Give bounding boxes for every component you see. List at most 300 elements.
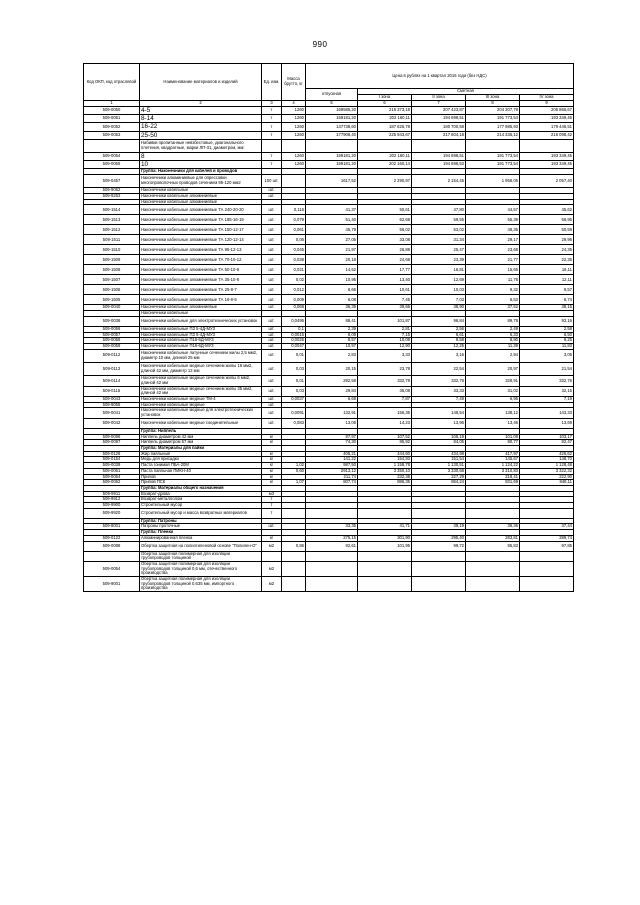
cell-zone-2: 23,39 (412, 255, 466, 265)
cell-zone-3: 2,49 (466, 326, 520, 332)
cell-zone-2 (412, 551, 466, 561)
cell-zone-1: 7,87 (358, 397, 412, 403)
cell-mass: 0,068 (282, 305, 306, 311)
cell-zone-2: 96,84 (412, 316, 466, 326)
cell-release-price: 292,58 (306, 376, 358, 386)
cell-zone-1 (358, 139, 412, 152)
cell-unit: шт. (262, 225, 282, 235)
cell-zone-3: 191 773,54 (466, 115, 520, 123)
table-row (84, 362, 574, 375)
page-number: 990 (312, 40, 328, 49)
cell-zone-4: 37,44 (520, 524, 574, 530)
cell-code: 509-9920 (84, 508, 140, 518)
cell-zone-3: 21,77 (466, 255, 520, 265)
cell-zone-3: 36,36 (466, 524, 520, 530)
cell-release-price: 169585,20 (306, 107, 358, 115)
cell-zone-2: 13,96 (412, 418, 466, 428)
cell-mass: 0,021 (282, 265, 306, 275)
cell-zone-1: 215 373,18 (358, 107, 412, 115)
table-row (84, 508, 574, 518)
table-row (84, 225, 574, 235)
cell-release-price: 6,09 (306, 332, 358, 338)
cell-zone-1: 62,68 (358, 215, 412, 225)
cell-zone-4: 24,35 (520, 245, 574, 255)
cell-zone-4: 289,74 (520, 535, 574, 541)
cell-code: 509-0114 (84, 376, 140, 386)
cell-unit: шт. (262, 408, 282, 418)
cell-zone-2: 59,55 (412, 215, 466, 225)
cell-release-price: 2913,12 (306, 468, 358, 474)
cell-code: 509-0038 (84, 316, 140, 326)
cell-zone-2: 53,02 (412, 225, 466, 235)
cell-release-price: 87,97 (306, 434, 358, 440)
cell-release-price (306, 577, 358, 592)
cell-zone-4: 148,70 (520, 457, 574, 463)
cell-release-price: 132,91 (306, 408, 358, 418)
cell-release-price: 20,15 (306, 362, 358, 375)
cell-zone-1: 10,61 (358, 285, 412, 295)
cell-name: Наконечники кабельные медные ТМ-4 (140, 397, 262, 403)
cell-zone-4: 193 349,45 (520, 152, 574, 160)
cell-name: Наконечники алюминиевые для опрессовки многопроволочных проводов сечением 95-120 мм2 (140, 175, 262, 188)
cell-release-price (306, 139, 358, 152)
cell-unit: шт. (262, 386, 282, 396)
column-number: 6 (358, 101, 412, 107)
cell-code: 509-9911 (84, 491, 140, 497)
cell-release-price: 1617,52 (306, 175, 358, 188)
cell-zone-1: 1 158,78 (358, 463, 412, 469)
cell-name: Наконечники кабельные алюминиевые ТА 240-20-20 (140, 205, 262, 215)
cell-mass: 0,079 (282, 215, 306, 225)
cell-zone-3: 1 958,05 (466, 175, 520, 188)
cell-zone-1: 35,08 (358, 386, 412, 396)
cell-unit: шт. (262, 349, 282, 362)
cell-name: 16-22 (140, 123, 262, 131)
cell-zone-1: 12,90 (358, 343, 412, 349)
table-row (84, 386, 574, 396)
cell-zone-2 (412, 508, 466, 518)
cell-code: 509-0058 (84, 338, 140, 344)
cell-code: 509-0088 (84, 541, 140, 551)
cell-zone-4: 38,15 (520, 305, 574, 311)
cell-zone-2: 332,76 (412, 376, 466, 386)
cell-code: 509-9253 (84, 194, 140, 200)
cell-zone-3: 1 124,22 (466, 463, 520, 469)
cell-mass: 0,03 (282, 362, 306, 375)
cell-mass: 0,061 (282, 225, 306, 235)
cell-code: 509-0457 (84, 175, 140, 188)
cell-zone-1: 101,87 (358, 316, 412, 326)
cell-name: Наконечники кабельные ПЗ 5-4Д-МУ3 (140, 326, 262, 332)
cell-zone-4: 848,11 (520, 480, 574, 486)
cell-unit: шт. (262, 275, 282, 285)
cell-zone-3: 218,41 (466, 474, 520, 480)
cell-unit: шт. (262, 194, 282, 200)
cell-zone-1: 202 160,14 (358, 161, 412, 169)
cell-name: 8-14 (140, 115, 262, 123)
cell-name: Наконечники кабельные алюминиевые ТА 120-12-14 (140, 235, 262, 245)
cell-zone-4: 82,47 (520, 440, 574, 446)
cell-name: Группа: Пленки (140, 530, 262, 536)
cell-zone-2: 434,98 (412, 451, 466, 457)
cell-mass: 1260 (282, 107, 306, 115)
cell-unit: шт. (262, 397, 282, 403)
column-number: 2 (140, 101, 262, 107)
cell-release-price: 177906,40 (306, 131, 358, 139)
cell-zone-3: 191 773,54 (466, 161, 520, 169)
cell-mass: 0,0047 (282, 343, 306, 349)
cell-unit: шт. (262, 245, 282, 255)
cell-name: Наконечники кабельные алюминиевые (140, 305, 262, 311)
cell-name: 4-5 (140, 107, 262, 115)
cell-zone-2: 12,25 (412, 343, 466, 349)
cell-mass: 0,038 (282, 255, 306, 265)
cell-zone-3: 3 310,83 (466, 468, 520, 474)
cell-code: 509-0062 (84, 480, 140, 486)
cell-mass: 0,1 (282, 326, 306, 332)
cell-zone-3: 283,81 (466, 535, 520, 541)
cell-release-price: 13,06 (306, 418, 358, 428)
cell-unit: шт. (262, 524, 282, 530)
cell-release-price: 6,08 (306, 295, 358, 305)
cell-name: Группа: Ниппель (140, 428, 262, 434)
cell-zone-1: 332,78 (358, 376, 412, 386)
cell-zone-4: 205 866,67 (520, 107, 574, 115)
cell-name: Наконечники кабельные алюминиевые (140, 199, 262, 205)
cell-code: 509-0054 (84, 561, 140, 576)
cell-name: Наконечники кабельные медные сечением жилы 35 мм2, длиной 42 мм (140, 386, 262, 396)
cell-unit: шт. (262, 338, 282, 344)
cell-zone-2: 25,47 (412, 245, 466, 255)
cell-zone-3: 191 773,54 (466, 152, 520, 160)
table-row (84, 285, 574, 295)
cell-zone-4: 6,74 (520, 295, 574, 305)
cell-zone-1: 154,93 (358, 457, 412, 463)
cell-zone-1: 23,78 (358, 362, 412, 375)
cell-release-price (306, 551, 358, 561)
cell-name: Наконечники кабельные алюминиевые ТА 70-10-12 (140, 255, 262, 265)
cell-release-price: 33,35 (306, 524, 358, 530)
cell-zone-4: 103,17 (520, 434, 574, 440)
cell-zone-4: 3 322,32 (520, 468, 574, 474)
cell-code: 509-8001 (84, 524, 140, 530)
cell-release-price: 159181,20 (306, 115, 358, 123)
cell-name: Наконечники кабельные для электротехнических установок (140, 316, 262, 326)
cell-unit: м2 (262, 577, 282, 592)
cell-unit: кг (262, 474, 282, 480)
cell-mass (282, 175, 306, 188)
cell-unit: шт. (262, 265, 282, 275)
cell-zone-4: 216 098,42 (520, 131, 574, 139)
cell-zone-4 (520, 508, 574, 518)
cell-zone-4: 32,15 (520, 386, 574, 396)
cell-zone-2: 151,54 (412, 457, 466, 463)
cell-zone-3: 831,69 (466, 480, 520, 486)
cell-name: Наконечники кабельные алюминиевые ТА 16-8-5 (140, 295, 262, 305)
cell-zone-2: 194 698,51 (412, 115, 466, 123)
cell-name: Набивки пропитанные невзбестовые, диагонального плетения, квадратные, марки ЛП-31, диаметром, мм: (140, 139, 262, 152)
cell-name: 10 (140, 161, 262, 169)
cell-mass: 0,01 (282, 349, 306, 362)
cell-code: 509-1512 (84, 225, 140, 235)
cell-code: 509-1514 (84, 205, 140, 215)
cell-zone-3: 6,95 (466, 397, 520, 403)
cell-zone-2: 194 698,51 (412, 152, 466, 160)
cell-name: Наконечники кабельные медные сечением жилы 16 мм2, длиной 42 мм, диаметр 12 мм (140, 362, 262, 375)
header-estimate: Сметная (358, 89, 574, 95)
cell-zone-1: 41,71 (358, 524, 412, 530)
table-row (84, 577, 574, 592)
cell-name: Обертка защитная полимерная для изоляции трубопроводов толщиной 0,635 мм, импортного производства (140, 577, 262, 592)
cell-zone-3: 11,78 (466, 275, 520, 285)
cell-zone-2: 47,80 (412, 205, 466, 215)
cell-mass: 0,083 (282, 418, 306, 428)
cell-code: 509-0115 (84, 386, 140, 396)
cell-zone-4: 332,76 (520, 376, 574, 386)
cell-zone-2: 105,19 (412, 434, 466, 440)
table-row (84, 418, 574, 428)
cell-zone-3 (466, 577, 520, 592)
cell-code: 509-0043 (84, 397, 140, 403)
cell-zone-3: 31,02 (466, 386, 520, 396)
cell-unit: т (262, 131, 282, 139)
cell-name: Наконечники кабельные медные соединительные (140, 418, 262, 428)
cell-zone-3: 37,52 (466, 305, 520, 311)
table-row (84, 175, 574, 188)
cell-zone-2 (412, 139, 466, 152)
cell-code: 509-0039 (84, 463, 140, 469)
cell-release-price: 10,97 (306, 343, 358, 349)
cell-unit: т (262, 107, 282, 115)
cell-name: Паста паяльная ПИКН-40 (140, 468, 262, 474)
cell-zone-4: 21,54 (520, 362, 574, 375)
cell-zone-2: 9,58 (412, 338, 466, 344)
cell-unit: шт. (262, 332, 282, 338)
cell-mass: 0,0495 (282, 316, 306, 326)
table-row (84, 551, 574, 561)
cell-unit: т (262, 161, 282, 169)
cell-release-price: 29,84 (306, 386, 358, 396)
cell-zone-3: 328,91 (466, 376, 520, 386)
cell-name: Наконечники кабельные алюминиевые ТА 150-12-17 (140, 225, 262, 235)
cell-zone-4: 12,11 (520, 275, 574, 285)
cell-zone-3: 49,36 (466, 225, 520, 235)
cell-code: 509-0040 (84, 305, 140, 311)
cell-zone-4 (520, 561, 574, 576)
table-row (84, 255, 574, 265)
cell-zone-4: 13,69 (520, 418, 574, 428)
cell-name: Ниппель диаметром 42 мм (140, 434, 262, 440)
cell-name: Наконечники кабельные алюминиевые ТА 95-12-13 (140, 245, 262, 255)
cell-zone-4: 56,95 (520, 215, 574, 225)
cell-zone-1 (358, 508, 412, 518)
cell-release-price (306, 561, 358, 576)
cell-zone-3: 6,33 (466, 332, 520, 338)
cell-unit: кг (262, 535, 282, 541)
cell-unit: шт. (262, 402, 282, 408)
cell-name: 8 (140, 152, 262, 160)
cell-zone-1: 886,35 (358, 480, 412, 486)
cell-unit: шт. (262, 418, 282, 428)
cell-zone-2 (412, 561, 466, 576)
cell-unit: кг (262, 434, 282, 440)
cell-name: Паста гонимая ПБА-20М (140, 463, 262, 469)
cell-zone-1: 107,52 (358, 434, 412, 440)
cell-zone-4: 22,35 (520, 255, 574, 265)
cell-code: 509-1509 (84, 255, 140, 265)
cell-zone-1: 7,15 (358, 332, 412, 338)
cell-code: 509-0054 (84, 152, 140, 160)
cell-code: 509-0057 (84, 332, 140, 338)
cell-release-price: 20,18 (306, 255, 358, 265)
cell-code (84, 139, 140, 152)
cell-zone-1: 301,90 (358, 535, 412, 541)
cell-unit: шт. (262, 376, 282, 386)
cell-mass: 1,07 (282, 480, 306, 486)
cell-zone-1: 444,60 (358, 451, 412, 457)
column-number: 8 (466, 101, 520, 107)
cell-zone-2: 12,69 (412, 275, 466, 285)
header-name: Наименование материалов и изделий (140, 64, 262, 101)
cell-zone-4: 193 349,45 (520, 161, 574, 169)
cell-mass (282, 561, 306, 576)
cell-name: Наконечники кабельные (140, 188, 262, 194)
cell-zone-3: 6,53 (466, 295, 520, 305)
cell-code (84, 551, 140, 561)
cell-zone-4: 50,59 (520, 225, 574, 235)
cell-zone-2: 33,33 (412, 386, 466, 396)
cell-zone-1: 56,02 (358, 225, 412, 235)
cell-zone-3: 138,12 (466, 408, 520, 418)
cell-zone-2: 7,03 (412, 295, 466, 305)
cell-zone-1: 17,77 (358, 265, 412, 275)
cell-name: Группа: Материалы общего назначения (140, 485, 262, 491)
cell-unit: м2 (262, 541, 282, 551)
cell-release-price: 987,50 (306, 463, 358, 469)
cell-release-price: 141,22 (306, 457, 358, 463)
cell-zone-1: 10,08 (358, 338, 412, 344)
cell-name: 25-50 (140, 131, 262, 139)
cell-zone-2: 10,03 (412, 285, 466, 295)
cell-unit: шт. (262, 285, 282, 295)
column-number: 7 (412, 101, 466, 107)
cell-unit: т (262, 152, 282, 160)
cell-release-price: 2,39 (306, 326, 358, 332)
cell-zone-2: 227,29 (412, 474, 466, 480)
cell-unit: шт. (262, 295, 282, 305)
cell-zone-3: 44,57 (466, 205, 520, 215)
cell-zone-2: 217 604,18 (412, 131, 466, 139)
cell-release-price: 21,97 (306, 245, 358, 255)
cell-zone-2: 3,16 (412, 349, 466, 362)
cell-release-price: 88,41 (306, 316, 358, 326)
cell-zone-1: 26,88 (358, 245, 412, 255)
header-zone-2: II зона (412, 95, 466, 101)
cell-zone-2: 22,54 (412, 362, 466, 375)
cell-zone-4: 6,50 (520, 332, 574, 338)
cell-zone-3: 55,39 (466, 215, 520, 225)
table-row (84, 316, 574, 326)
cell-name: Обертка защитная на полиэтиленовой основе "Полилен-О" (140, 541, 262, 551)
cell-name: Обертка защитная полимерная для изоляции трубопроводов толщиной 0,6 мм, отечественного производства (140, 561, 262, 576)
cell-unit: шт. (262, 215, 282, 225)
cell-name: Наконечники кабельные ПЗ 5-4Д-МУ3 (140, 332, 262, 338)
cell-code: 509-0154 (84, 457, 140, 463)
cell-code: 509-1506 (84, 285, 140, 295)
cell-mass: 1,02 (282, 463, 306, 469)
cell-zone-4: 2,58 (520, 326, 574, 332)
cell-zone-2: 38,90 (412, 305, 466, 311)
cell-name: Обертка защитная полимерная для изоляции трубопроводов толщиной (140, 551, 262, 561)
column-number: 1 (84, 101, 140, 107)
table-body (84, 107, 574, 592)
header-price-group: Цена в рублях на 1 квартал 2016 года (без НДС) (306, 64, 574, 89)
cell-name: Наконечники кабельные медные (140, 402, 262, 408)
cell-code: 509-9912 (84, 497, 140, 503)
cell-unit: м3 (262, 491, 282, 497)
cell-code: 509-0112 (84, 349, 140, 362)
cell-unit: шт. (262, 326, 282, 332)
cell-zone-4: 9,25 (520, 338, 574, 344)
cell-release-price: 8,66 (306, 285, 358, 295)
table-row (84, 295, 574, 305)
cell-zone-3: 13,46 (466, 418, 520, 428)
cell-release-price: 27,05 (306, 235, 358, 245)
cell-name: Наконечники кабельные алюминиевые ТА 50-10-9 (140, 265, 262, 275)
cell-zone-3: 23,68 (466, 245, 520, 255)
table-row (84, 245, 574, 255)
cell-zone-4: 3,05 (520, 349, 574, 362)
cell-zone-1 (358, 551, 412, 561)
cell-mass: 0,012 (282, 285, 306, 295)
cell-code: 509-0050 (84, 107, 140, 115)
cell-zone-3: 8,90 (466, 338, 520, 344)
cell-zone-4 (520, 551, 574, 561)
cell-zone-4: 143,33 (520, 408, 574, 418)
table-row (84, 123, 574, 131)
cell-zone-2: 99,72 (412, 541, 466, 551)
cell-name: Строительный мусор и масса возвратных материалов (140, 508, 262, 518)
table-row (84, 152, 574, 160)
cell-zone-1: 3 350,10 (358, 468, 412, 474)
cell-zone-3 (466, 551, 520, 561)
cell-zone-1: 225 943,67 (358, 131, 412, 139)
cell-mass (282, 577, 306, 592)
cell-mass (282, 551, 306, 561)
cell-zone-2: 295,40 (412, 535, 466, 541)
cell-unit: шт. (262, 235, 282, 245)
cell-zone-3: 89,78 (466, 316, 520, 326)
cell-unit: шт. (262, 316, 282, 326)
cell-zone-3: 11,39 (466, 343, 520, 349)
cell-zone-3: 95,83 (466, 541, 520, 551)
cell-mass: 0,02 (282, 275, 306, 285)
cell-zone-2: 6,61 (412, 332, 466, 338)
table-row (84, 235, 574, 245)
cell-zone-4: 16,11 (520, 265, 574, 275)
cell-unit: шт. (262, 255, 282, 265)
cell-zone-3: 177 985,93 (466, 123, 520, 131)
cell-zone-4: 179 446,51 (520, 123, 574, 131)
table-row (84, 275, 574, 285)
column-number: 3 (262, 101, 282, 107)
cell-zone-3: 20,97 (466, 362, 520, 375)
cell-name: Наконечники кабельные алюминиевые (140, 194, 262, 200)
cell-zone-1: 24,68 (358, 255, 412, 265)
cell-zone-4: 93,16 (520, 316, 574, 326)
cell-code: 509-0052 (84, 123, 140, 131)
cell-name: Наконечники кабельные медные сечением жилы 6 мм2, длиной 42 мм (140, 376, 262, 386)
